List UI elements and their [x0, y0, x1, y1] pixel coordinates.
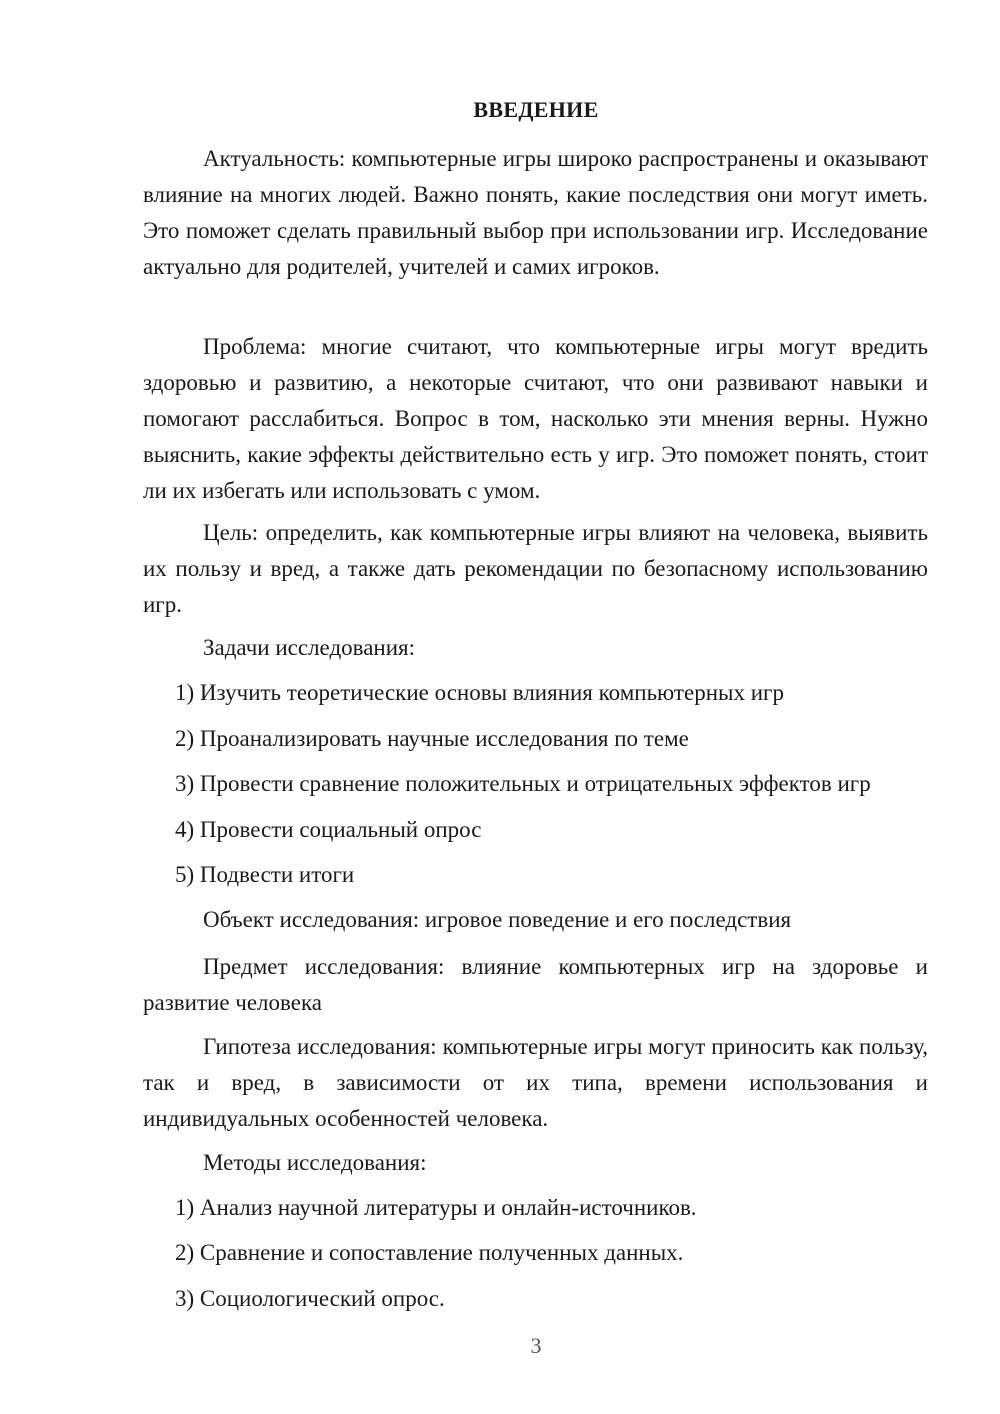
- goal-text: Цель: определить, как компьютерные игры влияют на человека, выявить их пользу и вред, а также дать рекомендации по безопасному использованию игр.: [143, 520, 928, 617]
- relevance-text: Актуальность: компьютерные игры широко распространены и оказывают влияние на многих людей. Важно понять, какие последствия они могут иметь. Это поможет сделать правильный выбор при использовании игр. Исследование актуально для родителей, учителей и самих игроков.: [143, 146, 928, 279]
- task-item: 5) Подвести итоги: [175, 862, 355, 887]
- problem-paragraph: [143, 329, 928, 509]
- task-item: 4) Провести социальный опрос: [175, 817, 482, 842]
- problem-text: Проблема: многие считают, что компьютерные игры могут вредить здоровью и развитию, а некоторые считают, что они развивают навыки и помогают расслабиться. Вопрос в том, насколько эти мнения верны. Нужно выяснить, какие эффекты действительно есть у игр. Это поможет понять, стоит ли их избегать или использовать с умом.: [143, 334, 928, 503]
- subject-paragraph: [143, 949, 928, 1021]
- method-item: 2) Сравнение и сопоставление полученных данных.: [175, 1240, 684, 1265]
- page-title: ВВЕДЕНИЕ: [473, 97, 599, 122]
- task-item: 3) Провести сравнение положительных и отрицательных эффектов игр: [175, 771, 871, 796]
- method-item: 1) Анализ научной литературы и онлайн-источников.: [175, 1195, 697, 1220]
- object-line: Объект исследования: игровое поведение и его последствия: [203, 907, 792, 932]
- hypothesis-paragraph: [143, 1029, 928, 1137]
- tasks-heading: Задачи исследования:: [203, 635, 416, 660]
- methods-heading: Методы исследования:: [203, 1150, 427, 1175]
- page-number: 3: [530, 1333, 542, 1358]
- task-item: 2) Проанализировать научные исследования по теме: [175, 726, 689, 751]
- hypothesis-text: Гипотеза исследования: компьютерные игры могут приносить как пользу, так и вред, в зависимости от их типа, времени использования и индивидуальных особенностей человека.: [143, 1034, 928, 1131]
- task-item: 1) Изучить теоретические основы влияния компьютерных игр: [175, 680, 784, 705]
- subject-text: Предмет исследования: влияние компьютерных игр на здоровье и развитие человека: [143, 954, 928, 1015]
- method-item: 3) Социологический опрос.: [175, 1286, 445, 1311]
- goal-paragraph: [143, 515, 928, 623]
- relevance-paragraph: [143, 141, 928, 285]
